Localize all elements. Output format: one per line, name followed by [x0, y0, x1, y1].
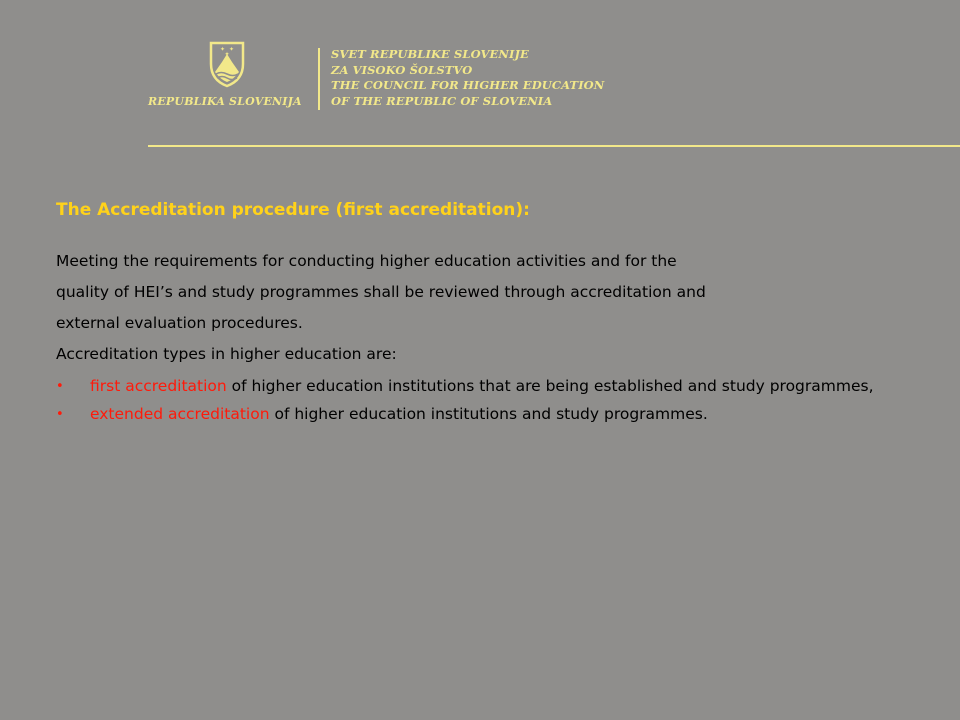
- svg-text:✦: ✦: [220, 46, 226, 53]
- bullet-icon: •: [56, 407, 64, 422]
- paragraph-line: Meeting the requirements for conducting higher education activities and for the: [56, 252, 677, 270]
- bullet-text: of higher education institutions that are being established and study programmes,: [226, 377, 874, 395]
- slide-content: [56, 200, 916, 426]
- bullet-icon: •: [56, 379, 64, 394]
- list-item: [56, 403, 916, 426]
- council-line: ZA VISOKO ŠOLSTVO: [331, 62, 473, 77]
- council-name: [331, 47, 604, 109]
- highlight-term: extended accreditation: [90, 405, 270, 423]
- council-line: THE COUNCIL FOR HIGHER EDUCATION: [331, 78, 605, 92]
- republic-name: REPUBLIKA SLOVENIJA: [148, 95, 302, 108]
- council-line: OF THE REPUBLIC OF SLOVENIA: [331, 93, 553, 108]
- council-line: SVET REPUBLIKE SLOVENIJE: [331, 47, 529, 61]
- paragraph-line: external evaluation procedures.: [56, 314, 303, 332]
- slide-title: The Accreditation procedure (first accreditation):: [56, 200, 530, 220]
- header-divider: [318, 48, 320, 110]
- highlight-term: first accreditation: [90, 377, 227, 395]
- slovenia-coat-of-arms-icon: [208, 40, 246, 88]
- slide-header: [0, 0, 960, 160]
- intro-paragraph: [56, 246, 916, 339]
- list-item: [56, 375, 916, 398]
- svg-text:✦: ✦: [229, 46, 235, 53]
- types-intro: Accreditation types in higher education are:: [56, 345, 397, 363]
- paragraph-line: quality of HEI’s and study programmes shall be reviewed through accreditation and: [56, 283, 706, 301]
- accreditation-types-list: [56, 375, 916, 426]
- svg-text:✦: ✦: [224, 51, 230, 58]
- header-rule: [148, 145, 960, 147]
- bullet-text: of higher education institutions and study programmes.: [269, 405, 708, 423]
